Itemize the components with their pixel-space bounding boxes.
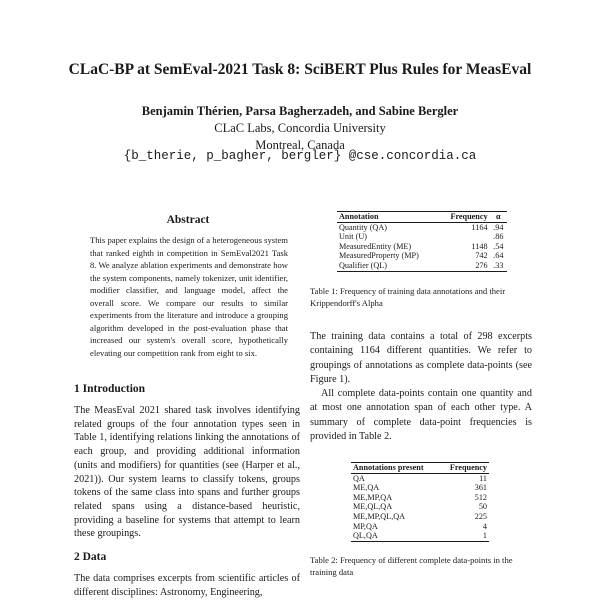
- table-cell: Unit (U): [339, 232, 367, 242]
- table-row: [351, 522, 489, 532]
- table-row: [351, 502, 489, 512]
- table-header-row: [337, 212, 507, 223]
- section-heading-introduction: 1 Introduction: [74, 383, 146, 395]
- column-header: Annotations present: [351, 463, 440, 474]
- table-cell: [439, 232, 489, 242]
- table-row: [337, 261, 507, 271]
- table-cell: 1148: [471, 241, 488, 251]
- author-emails: {b_therie, p_bagher, bergler} @cse.concordia.ca: [123, 149, 477, 163]
- paper-title: CLaC-BP at SemEval-2021 Task 8: SciBERT Plus Rules for MeasEval: [68, 61, 532, 78]
- table-cell: 512: [474, 492, 487, 502]
- table-row: [337, 222, 507, 232]
- table-cell: QL,QA: [351, 531, 440, 541]
- table-datapoint-frequency: [351, 462, 489, 542]
- table-row: [337, 242, 507, 252]
- section-heading-data: 2 Data: [74, 551, 107, 563]
- table-cell: MeasuredProperty (MP): [339, 251, 419, 261]
- table-cell: 1164: [471, 222, 488, 232]
- table-row: [351, 493, 489, 503]
- table-cell: MP,QA: [353, 521, 378, 531]
- table-cell: .94: [493, 222, 504, 232]
- table-cell: 361: [474, 483, 487, 493]
- table-2-caption: Table 2: Frequency of different complete data-points in the training data: [310, 555, 513, 577]
- table-cell: 225: [474, 511, 487, 521]
- table-cell: .86: [493, 232, 504, 242]
- table-cell: ME,MP,QL,QA: [353, 511, 406, 521]
- data-paragraph-1: The training data contains a total of 298 excerpts containing 1164 different quantities. We refer to groupings of annotations as complete data-points (see Figure 1).: [310, 331, 532, 385]
- table-cell: ME,MP,QA: [353, 492, 393, 502]
- table-row: [351, 483, 489, 493]
- column-header: Frequency: [439, 212, 489, 223]
- table-cell: .33: [490, 261, 507, 271]
- abstract-body: This paper explains the design of a heterogeneous system that ranked eighth in competition in SemEval2021 Task 8. We analyze ablation experiments and demonstrate how the system components, namely tokenizer, unit identifier, modifier classifier, and language model, affect the overall score. We compare our results to similar experiments from the literature and introduce a grouping algorithm developed in the post-evaluation phase that increased our system's overall score, hypothetically elevating our competition rank from eight to six.: [90, 235, 288, 358]
- abstract-heading: Abstract: [166, 214, 210, 226]
- table-row: [337, 232, 507, 242]
- table-row: [351, 531, 489, 541]
- table-row: [351, 473, 489, 483]
- table-cell: 742: [475, 251, 488, 261]
- table-header-row: [351, 463, 489, 474]
- data-section-body: The data comprises excerpts from scientific articles of different disciplines: Astronomy, Engineering,: [74, 573, 300, 598]
- table-cell: ME,QL,QA: [353, 502, 393, 512]
- table-cell: 276: [439, 261, 489, 271]
- table-row: [351, 512, 489, 522]
- table-cell: 50: [478, 502, 487, 512]
- introduction-body: The MeasEval 2021 shared task involves identifying related groups of the four annotation types seen in Table 1, identifying relations linking the annotations of each group, and providing additional information (units and modifiers) for quantities (see (Harper et al., 2021)). Our system learns to classify tokens, groups tokens of the same class into spans and further groups related spans using a distance-based heuristic, providing a baseline for systems that attempt to learn these groupings.: [74, 405, 300, 540]
- table-cell: MeasuredEntity (ME): [339, 241, 412, 251]
- table-cell: .54: [493, 241, 504, 251]
- affiliation: CLaC Labs, Concordia University: [214, 121, 386, 135]
- table-1-caption: Table 1: Frequency of training data annotations and their Krippendorff's Alpha: [310, 286, 506, 308]
- table-row: [337, 251, 507, 261]
- table-cell: Quantity (QA): [339, 222, 387, 232]
- table-cell: ME,QA: [353, 483, 380, 493]
- table-cell: QA: [353, 473, 365, 483]
- table-annotation-frequency: [337, 211, 507, 272]
- column-header: Frequency: [440, 463, 489, 474]
- column-header: Annotation: [337, 212, 439, 223]
- table-cell: 4: [482, 521, 487, 531]
- table-cell: 1: [440, 531, 489, 541]
- location: Montreal, Canada: [255, 138, 345, 152]
- data-paragraph-2: All complete data-points contain one quantity and at most one annotation span of each other type. A summary of complete data-point frequencies is provided in Table 2.: [310, 388, 532, 442]
- table-cell: .64: [493, 251, 504, 261]
- table-cell: Qualifier (QL): [337, 261, 439, 271]
- table-cell: 11: [479, 473, 487, 483]
- author-list: Benjamin Thérien, Parsa Bagherzadeh, and Sabine Bergler: [141, 104, 459, 118]
- column-header: α: [490, 212, 507, 223]
